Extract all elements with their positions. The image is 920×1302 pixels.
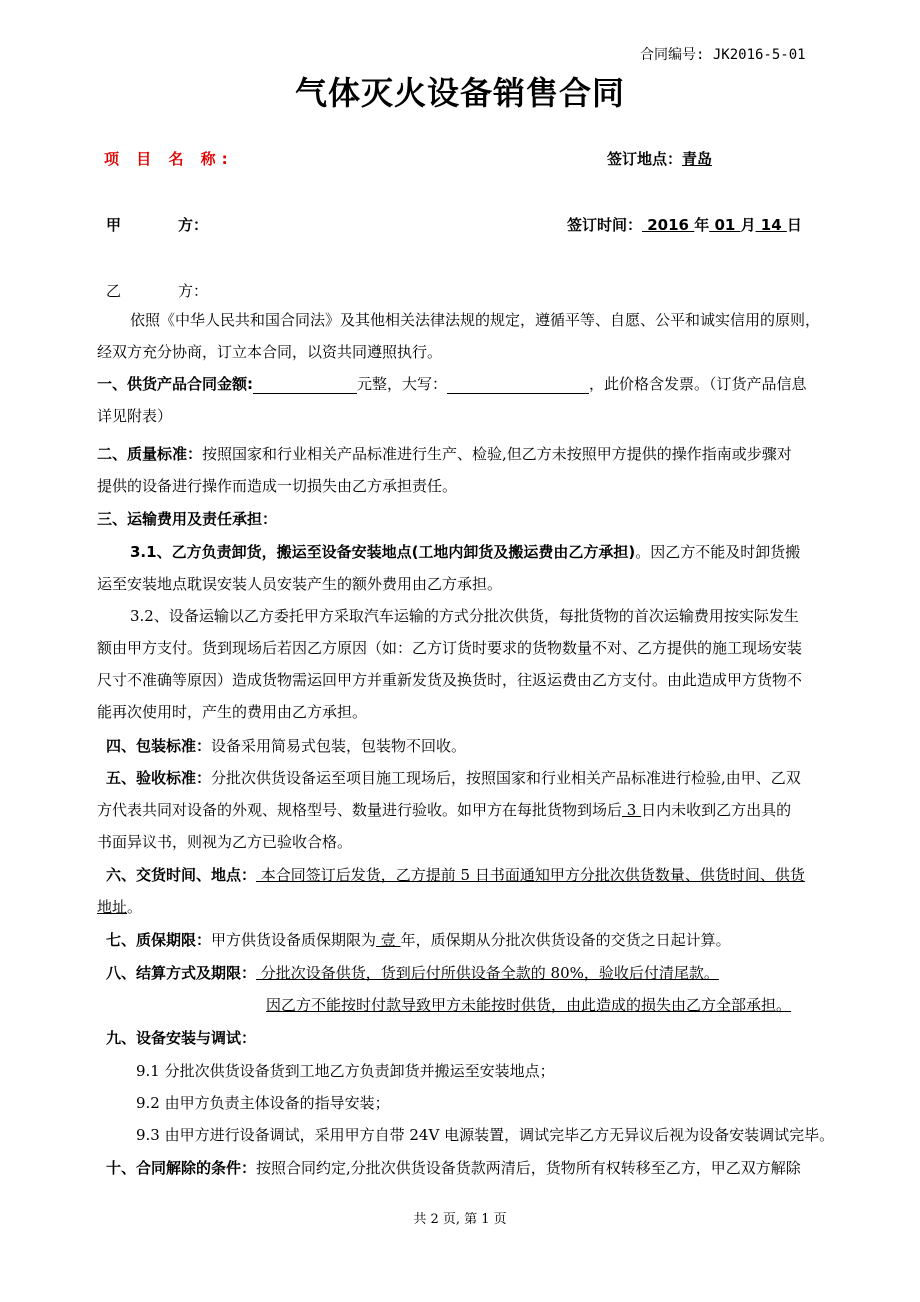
project-name-label: 项 目 名 称: — [104, 150, 234, 168]
amount-blank — [253, 377, 357, 394]
section-6-end: 。 — [127, 898, 143, 916]
section-3-2-line-3: 尺寸不准确等原因）造成货物需运回甲方并重新发货及换货时，往返运费由乙方支付。由此造成甲方货物不 — [97, 671, 803, 689]
day-unit: 日 — [786, 216, 802, 234]
section-3-1-line-2: 运至安装地点耽误安装人员安装产生的额外费用由乙方承担。 — [97, 575, 503, 593]
section-7-line — [106, 929, 731, 950]
section-9-title: 九、设备安装与调试： — [106, 1029, 257, 1047]
section-5-line-3: 书面异议书，则视为乙方已验收合格。 — [97, 833, 353, 851]
section-4-title: 四、包装标准： — [106, 737, 212, 755]
signing-date-month: 01 — [709, 216, 741, 234]
section-8-text: 分批次设备供货，货到后付所供设备全款的 80%，验收后付清尾款。 — [256, 964, 719, 982]
section-1-title: 一、供货产品合同金额: — [97, 375, 253, 393]
section-6-title: 六、交货时间、地点： — [106, 866, 257, 884]
party-a-label: 甲 — [106, 216, 122, 234]
section-2-text: 按照国家和行业相关产品标准进行生产、检验,但乙方未按照甲方提供的操作指南或步骤对 — [202, 445, 792, 463]
document-title: 气体灭火设备销售合同 — [294, 74, 625, 112]
section-6-line-1 — [106, 864, 805, 885]
party-b-suffix: 方： — [178, 282, 209, 300]
section-6-address: 地址 — [97, 898, 128, 916]
section-6-text: 本合同签订后发货，乙方提前 5 日书面通知甲方分批次供货数量、供货时间、供货 — [256, 866, 805, 884]
section-3-2-line-2: 额由甲方支付。货到现场后若因乙方原因（如：乙方订货时要求的货物数量不对、乙方提供的施工现场安装 — [97, 639, 803, 657]
section-5-line-2-b: 日内未收到乙方出具的 — [641, 801, 792, 819]
section-8-line-2: 因乙方不能按时付款导致甲方未能按时供货，由此造成的损失由乙方全部承担。 — [266, 996, 792, 1014]
amount-words-blank — [447, 377, 589, 394]
section-1-end: ，此价格含发票。（订货产品信息 — [589, 375, 807, 393]
acceptance-days: 3 — [622, 801, 642, 819]
contract-number: 合同编号: JK2016-5-01 — [640, 47, 806, 63]
section-9-3: 9.3 由甲方进行设备调试，采用甲方自带 24V 电源装置，调试完毕乙方无异议后视为设备安装调试完毕。 — [136, 1126, 835, 1144]
party-a-suffix: 方： — [178, 216, 209, 234]
section-3-title: 三、运输费用及责任承担： — [97, 510, 278, 528]
section-4-line — [106, 735, 466, 756]
section-1-mid: 元整，大写： — [357, 375, 448, 393]
signing-date-day: 14 — [755, 216, 787, 234]
section-3-1-bold: 3.1、乙方负责卸货，搬运至设备安装地点(工地内卸货及搬运费由乙方承担) — [130, 543, 636, 561]
section-10-title: 十、合同解除的条件： — [106, 1159, 257, 1177]
section-7-text-b: 年，质保期从分批次供货设备的交货之日起计算。 — [400, 931, 731, 949]
section-9-1: 9.1 分批次供货设备货到工地乙方负责卸货并搬运至安装地点； — [136, 1062, 555, 1080]
page-footer: 共 2 页, 第 1 页 — [413, 1212, 507, 1227]
section-5-line-1 — [106, 767, 801, 788]
section-1-line-2: 详见附表） — [97, 407, 173, 425]
section-8-line-1 — [106, 962, 719, 983]
section-9-2: 9.2 由甲方负责主体设备的指导安装； — [136, 1094, 390, 1112]
signing-place-value: 青岛 — [682, 150, 713, 168]
section-3-1-line-1 — [130, 541, 800, 562]
section-2-title: 二、质量标准： — [97, 445, 203, 463]
section-1-line-1 — [97, 373, 807, 394]
section-5-title: 五、验收标准： — [106, 769, 212, 787]
section-8-title: 八、结算方式及期限： — [106, 964, 257, 982]
section-7-text-a: 甲方供货设备质保期限为 — [211, 931, 377, 949]
warranty-term: 壹 — [376, 931, 401, 949]
section-10-line — [106, 1157, 801, 1178]
section-5-line-2 — [97, 799, 791, 820]
intro-line-2: 经双方充分协商，订立本合同，以资共同遵照执行。 — [97, 343, 443, 361]
party-b-label: 乙 — [106, 282, 122, 300]
intro-line-1: 依照《中华人民共和国合同法》及其他相关法律法规的规定，遵循平等、自愿、公平和诚实信用的原则， — [130, 311, 821, 329]
section-3-2-line-4: 能再次使用时，产生的费用由乙方承担。 — [97, 703, 368, 721]
signing-date-label: 签订时间： — [567, 216, 643, 234]
signing-date — [567, 214, 802, 235]
section-2-line-1 — [97, 443, 792, 464]
section-3-1-text: 。因乙方不能及时卸货搬 — [635, 543, 801, 561]
signing-date-year: 2016 — [642, 216, 695, 234]
section-5-text: 分批次供货设备运至项目施工现场后，按照国家和行业相关产品标准进行检验,由甲、乙双 — [211, 769, 801, 787]
year-unit: 年 — [694, 216, 710, 234]
section-3-2-line-1: 3.2、设备运输以乙方委托甲方采取汽车运输的方式分批次供货，每批货物的首次运输费用按实际发生 — [130, 607, 799, 625]
section-10-text: 按照合同约定,分批次供货设备货款两清后，货物所有权转移至乙方，甲乙双方解除 — [256, 1159, 801, 1177]
signing-place-label: 签订地点： — [607, 150, 683, 168]
section-4-text: 设备采用简易式包装，包装物不回收。 — [211, 737, 467, 755]
month-unit: 月 — [740, 216, 756, 234]
section-2-line-2: 提供的设备进行操作而造成一切损失由乙方承担责任。 — [97, 477, 458, 495]
section-7-title: 七、质保期限： — [106, 931, 212, 949]
section-5-line-2-a: 方代表共同对设备的外观、规格型号、数量进行验收。如甲方在每批货物到场后 — [97, 801, 623, 819]
signing-place — [607, 148, 746, 169]
section-6-line-2 — [97, 896, 142, 917]
